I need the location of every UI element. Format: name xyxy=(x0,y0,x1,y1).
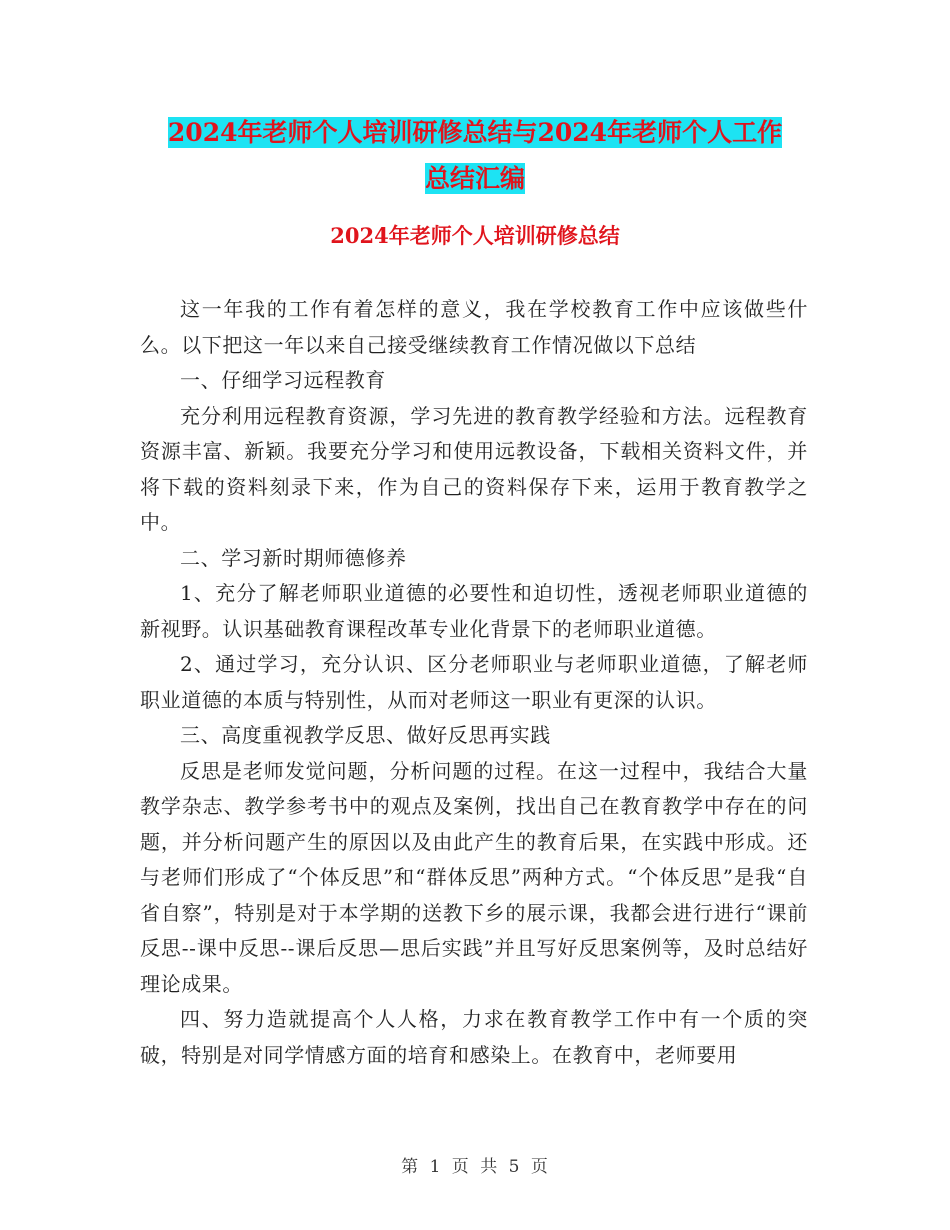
document-title xyxy=(120,110,830,202)
document-body xyxy=(140,292,808,1073)
paragraph: 1、充分了解老师职业道德的必要性和迫切性，透视老师职业道德的新视野。认识基础教育课程改革专业化背景下的老师职业道德。 xyxy=(140,581,808,641)
document-title-line2: 总结汇编 xyxy=(424,164,525,193)
page-footer: 第 1 页 共 5 页 xyxy=(401,1157,549,1177)
paragraph: 四、努力造就提高个人人格，力求在教育教学工作中有一个质的突破，特别是对同学情感方面的培育和感染上。在教育中，老师要用 xyxy=(140,1007,808,1067)
paragraph-heading: 二、学习新时期师德修养 xyxy=(180,545,407,570)
paragraph: 这一年我的工作有着怎样的意义，我在学校教育工作中应该做些什么。以下把这一年以来自己接受继续教育工作情况做以下总结 xyxy=(140,297,808,357)
paragraph: 反思是老师发觉问题，分析问题的过程。在这一过程中，我结合大量教学杂志、教学参考书中的观点及案例，找出自己在教育教学中存在的问题，并分析问题产生的原因以及由此产生的教育后果，在实践中形成。还与老师们形成了“个体反思”和“群体反思”两种方式。“个体反思”是我“自省自察”，特别是对于本学期的送教下乡的展示课，我都会进行进行“课前反思--课中反思--课后反思—思后实践”并且写好反思案例等，及时总结好理论成果。 xyxy=(140,758,808,996)
paragraph: 2、通过学习，充分认识、区分老师职业与老师职业道德，了解老师职业道德的本质与特别性，从而对老师这一职业有更深的认识。 xyxy=(140,652,808,712)
paragraph-heading: 三、高度重视教学反思、做好反思再实践 xyxy=(180,723,551,747)
document-title-line1: 2024年老师个人培训研修总结与2024年老师个人工作 xyxy=(167,118,783,147)
paragraph: 充分利用远程教育资源，学习先进的教育教学经验和方法。远程教育资源丰富、新颖。我要充分学习和使用远教设备，下载相关资料文件，并将下载的资料刻录下来，作为自己的资料保存下来，运用于教育教学之中。 xyxy=(140,403,808,534)
paragraph-heading: 一、仔细学习远程教育 xyxy=(180,368,386,392)
section-title: 2024年老师个人培训研修总结 xyxy=(330,223,620,248)
